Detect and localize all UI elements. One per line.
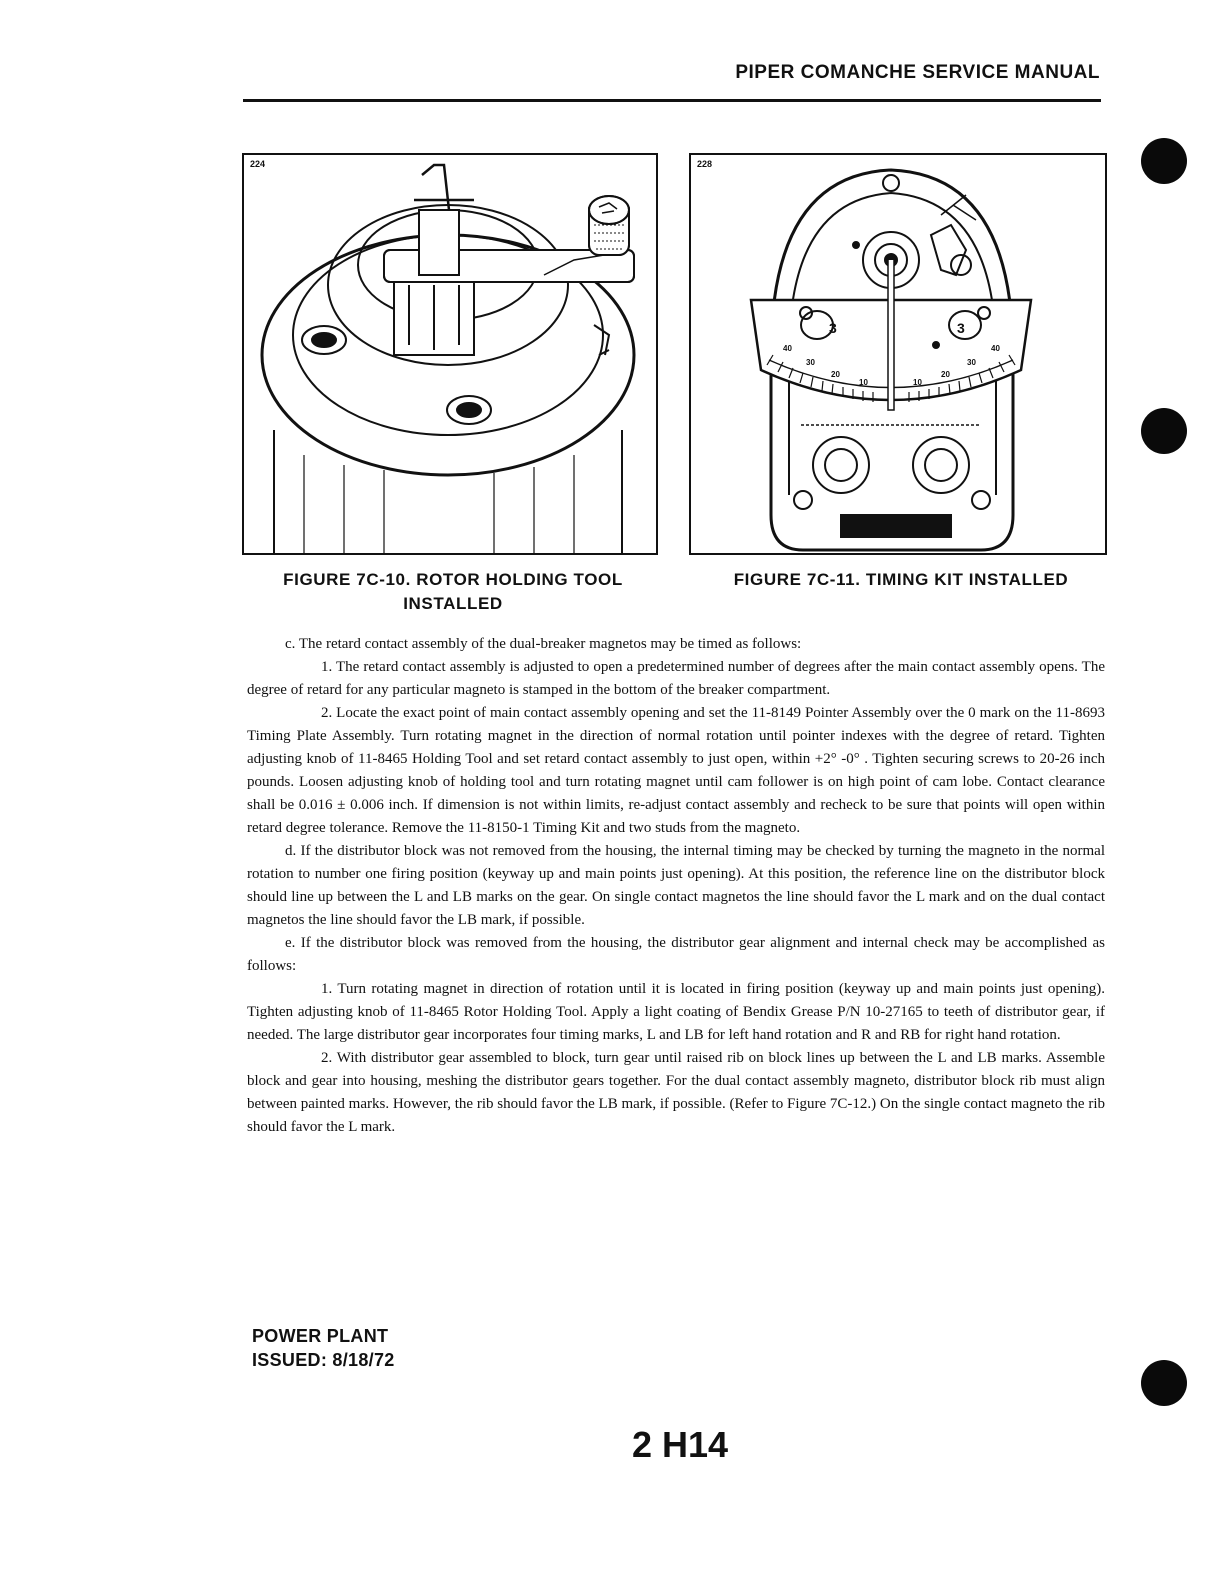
timing-kit-illustration xyxy=(691,155,1105,553)
dial-label-10-left: 10 xyxy=(859,378,868,387)
punch-hole-top xyxy=(1141,138,1187,184)
paragraph-d: d. If the distributor block was not removed from the housing, the internal timing may be checked by turning the magneto in the normal rotation to number one firing position (keyway up and main points just opening). At this position, the reference line on the distributor block should line up between the L and LB marks on the gear. On single contact magnetos the line should favor the L mark and on the dual contact magnetos the line should favor the LB mark, if possible. xyxy=(247,843,1105,928)
dial-label-10-right: 10 xyxy=(913,378,922,387)
footer-section: POWER PLANT xyxy=(252,1326,389,1346)
header-title: PIPER COMANCHE SERVICE MANUAL xyxy=(735,62,1100,83)
caption-line: FIGURE 7C-11. TIMING KIT INSTALLED xyxy=(733,570,1069,589)
paragraph-c1: 1. The retard contact assembly is adjusted to open a predetermined number of degrees after the main contact assembly opens. The degree of retard for any particular magneto is stamped in the bottom of the breaker compartment. xyxy=(247,659,1105,698)
paragraph-e2: 2. With distributor gear assembled to block, turn gear until raised rib on block lines up between the L and LB marks. Assemble block and gear into housing, meshing the distributor gears together. For the dual contact assembly magneto, distributor block rib must align between painted marks. However, the rib should favor the LB mark, if possible. (Refer to Figure 7C-12.) On the single contact magneto the rib should favor the L mark. xyxy=(247,1050,1105,1135)
paragraph-c: c. The retard contact assembly of the dual-breaker magnetos may be timed as follows: xyxy=(285,636,802,652)
dial-label-40-right: 40 xyxy=(991,344,1000,353)
rotor-holding-tool-illustration xyxy=(244,155,656,553)
figure-7c-10-caption xyxy=(258,568,648,616)
dial-label-20-left: 20 xyxy=(831,370,840,379)
paragraph-e1: 1. Turn rotating magnet in direction of rotation until it is located in firing position (keyway up and main points just opening). Tighten adjusting knob of 11-8465 Rotor Holding Tool. Apply a light coating of Bendix Grease P/N 10-27165 to teeth of distributor gear, if needed. The large distributor gear incorporates four timing marks, L and LB for left hand rotation and R and RB for right hand rotation. xyxy=(247,981,1105,1043)
footer-issued: ISSUED: 8/18/72 xyxy=(252,1350,395,1370)
figure-timing-kit xyxy=(689,153,1107,555)
paragraph-c2: 2. Locate the exact point of main contact assembly opening and set the 11-8149 Pointer Assembly over the 0 mark on the 11-8693 Timing Plate Assembly. Turn rotating magnet in the direction of normal rotation until pointer indexes with the degree of retard. Tighten adjusting knob of 11-8465 Holding Tool and set retard contact assembly to just open, within +2° -0° . Tighten securing screws to 20-26 inch pounds. Loosen adjusting knob of holding tool and turn rotating magnet until cam follower is on high point of cam lobe. Contact clearance shall be 0.016 ± 0.006 inch. If dimension is not within limits, re-adjust contact assembly and recheck to be sure that points will open within retard degree tolerance. Remove the 11-8150-1 Timing Kit and two studs from the magneto. xyxy=(247,705,1105,836)
paragraph-e: e. If the distributor block was removed from the housing, the distributor gear alignment and internal check may be accomplished as follows: xyxy=(247,935,1105,974)
punch-hole-bottom xyxy=(1141,1360,1187,1406)
body-text xyxy=(247,633,1105,1139)
dial-label-30-left: 30 xyxy=(806,358,815,367)
dial-label-40-left: 40 xyxy=(783,344,792,353)
page-id: 2 H14 xyxy=(631,1424,729,1465)
figure-7c-11-caption xyxy=(706,568,1096,592)
punch-hole-middle xyxy=(1141,408,1187,454)
caption-line: INSTALLED xyxy=(403,594,503,613)
header-rule xyxy=(243,99,1101,102)
figure-rotor-holding-tool xyxy=(242,153,658,555)
caption-line: FIGURE 7C-10. ROTOR HOLDING TOOL xyxy=(283,570,623,589)
figure-number: 224 xyxy=(250,159,266,169)
dial-label-30-right: 30 xyxy=(967,358,976,367)
svg-text:3: 3 xyxy=(957,320,965,336)
figure-number: 228 xyxy=(697,159,713,169)
dial-label-20-right: 20 xyxy=(941,370,950,379)
footer xyxy=(252,1324,395,1372)
svg-text:3: 3 xyxy=(829,320,837,336)
